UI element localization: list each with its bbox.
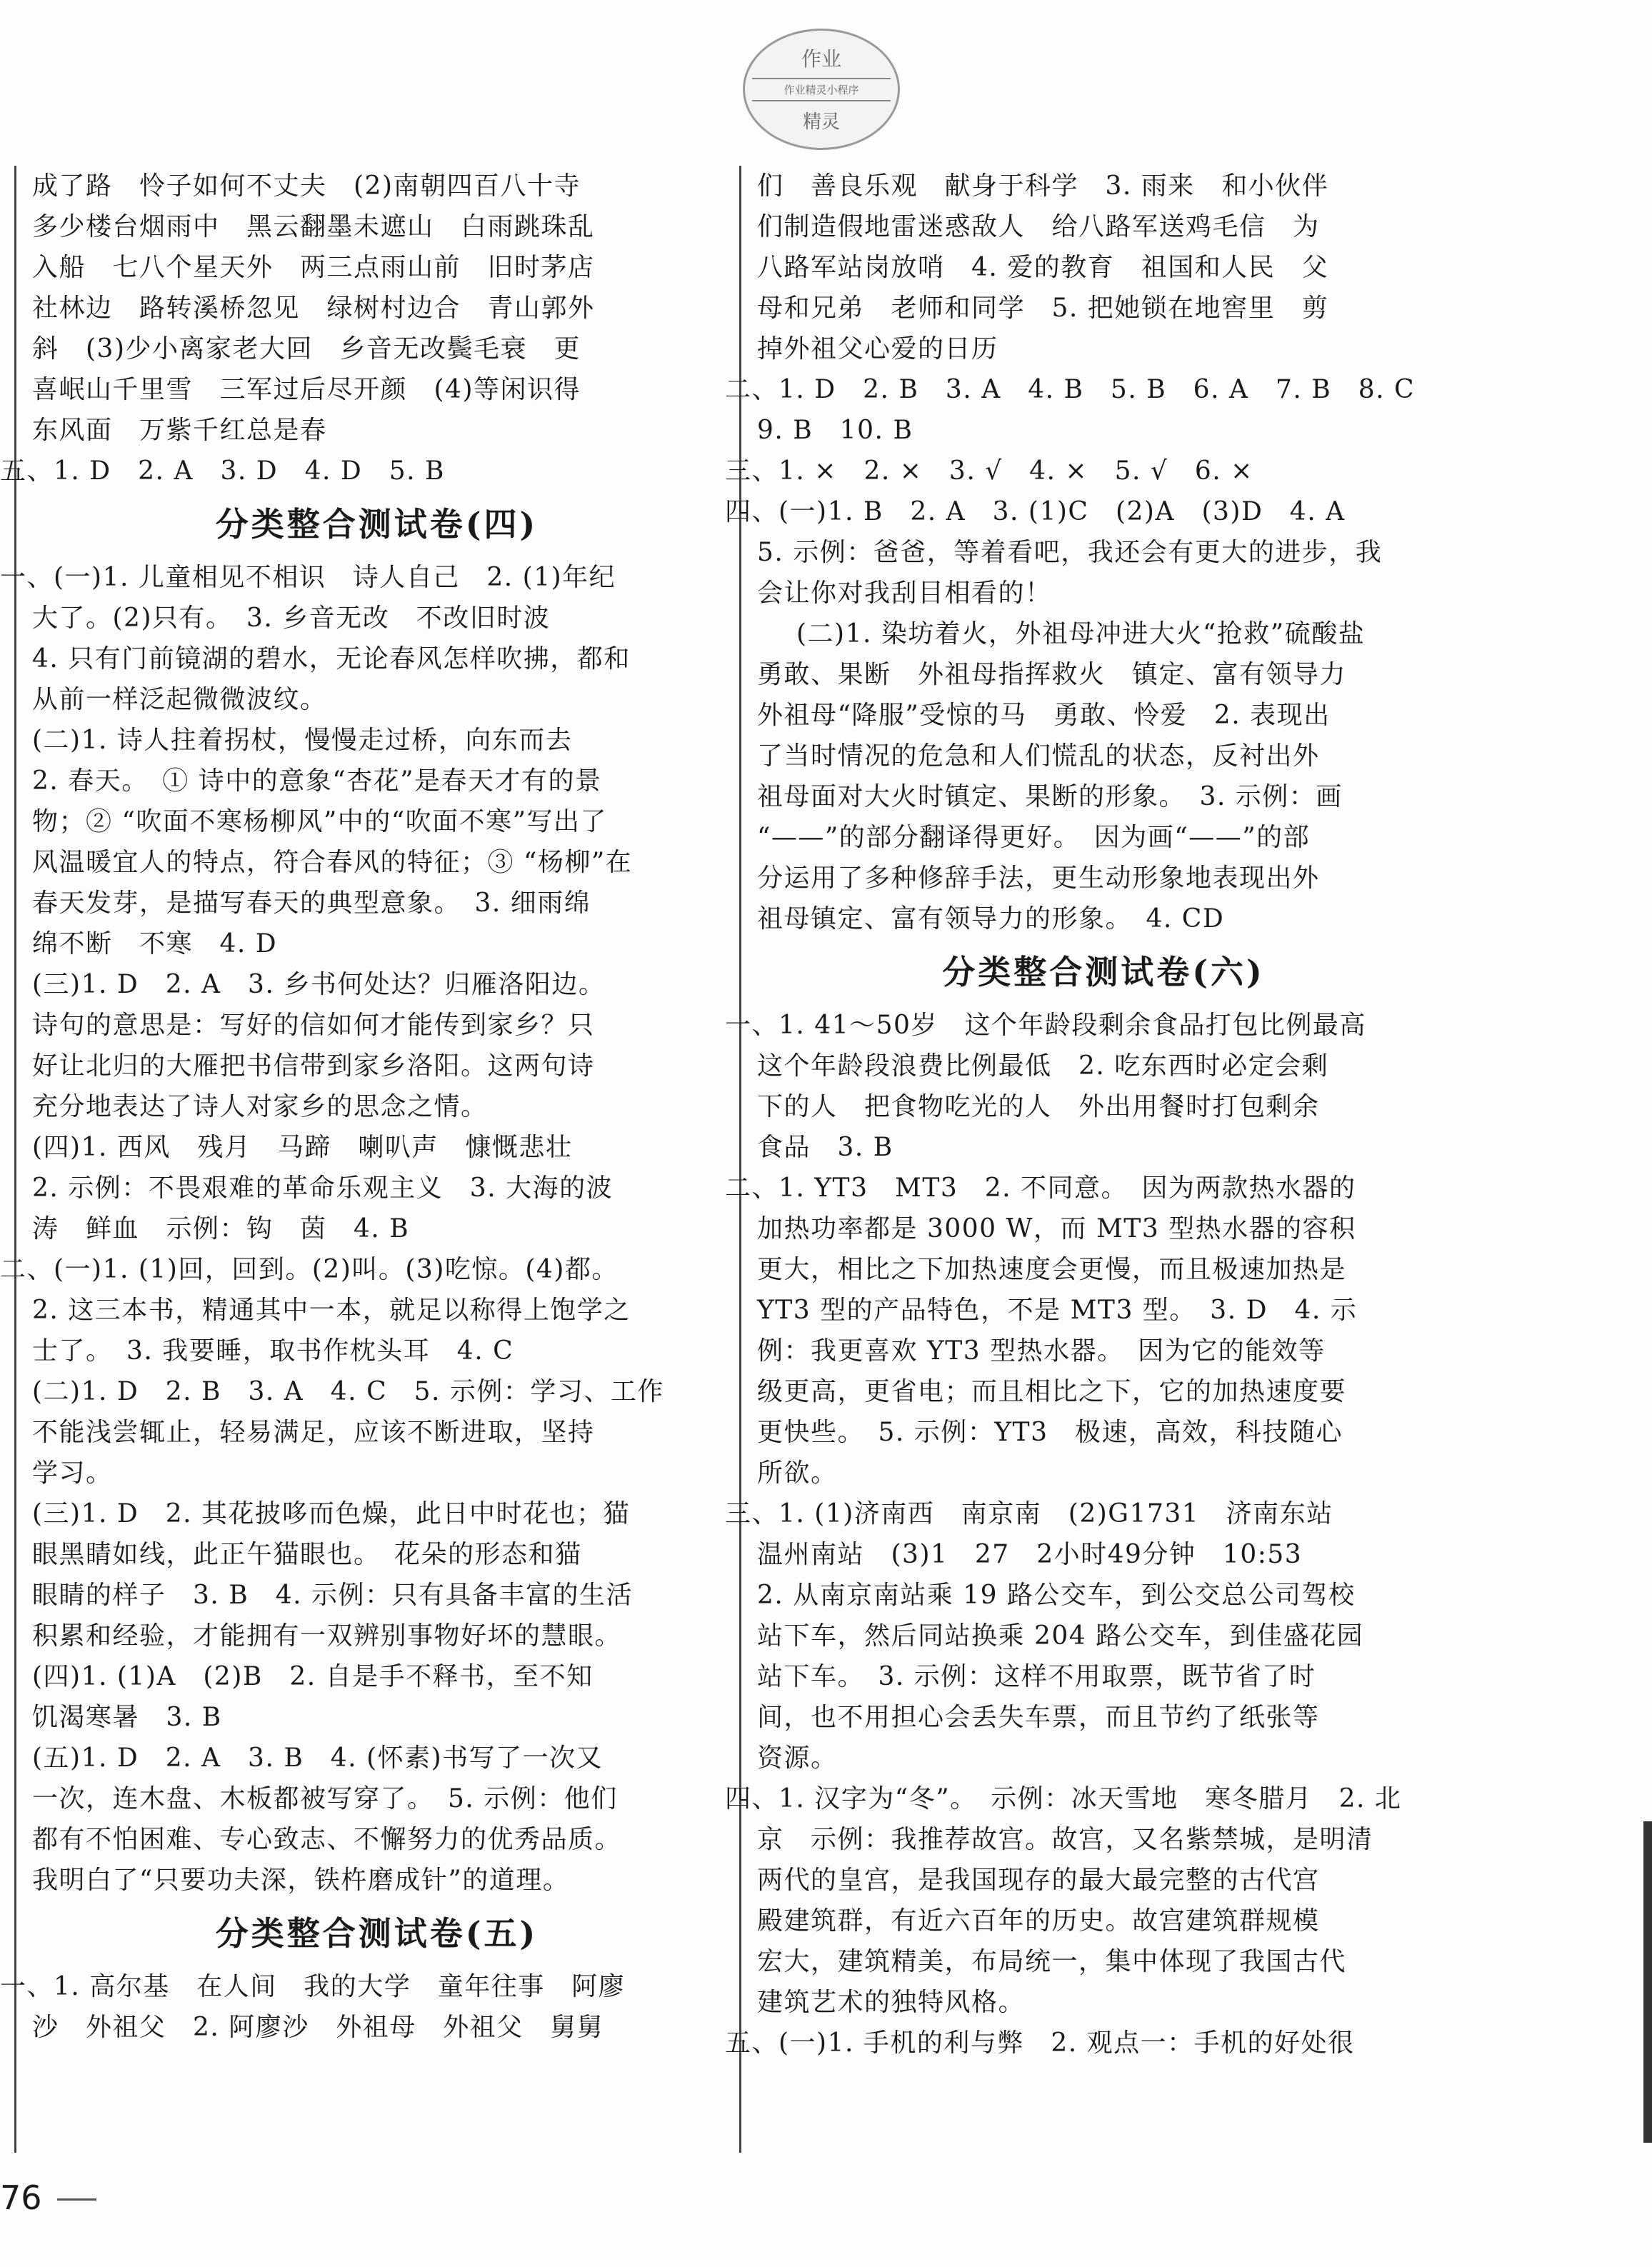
watermark-stamp [743,29,900,150]
answer-line: 诗句的意思是：写好的信如何才能传到家乡？只 [32,1011,595,1040]
answer-line: 所欲。 [757,1458,838,1488]
answer-line: 分运用了多种修辞手法，更生动形象地表现出外 [757,864,1320,893]
left-column [0,166,721,2048]
answer-line: 好让北归的大雁把书信带到家乡洛阳。这两句诗 [32,1051,595,1081]
answer-line: 2. 示例：不畏艰难的革命乐观主义 3. 大海的波 [32,1173,614,1203]
answer-line: 沙 外祖父 2. 阿廖沙 外祖母 外祖父 舅舅 [32,2013,604,2042]
answer-line: (五)1. D 2. A 3. B 4. (怀素)书写了一次又 [32,1743,604,1773]
answer-line: 不能浅尝辄止，轻易满足，应该不断进取，坚持 [32,1418,595,1447]
stamp-top-text: 作业 [801,47,841,71]
answer-line: 温州南站 (3)1 27 2小时49分钟 10:53 [757,1540,1303,1569]
answer-line: 2. 这三本书，精通其中一本，就足以称得上饱学之 [32,1296,631,1325]
stamp-middle-text: 作业精灵小程序 [752,78,891,101]
answer-line: 一次，连木盘、木板都被写穿了。 5. 示例：他们 [32,1784,618,1813]
answer-line: 二、1. YT3 MT3 2. 不同意。 因为两款热水器的 [725,1173,1356,1203]
answer-line: 加热功率都是 3000 W，而 MT3 型热水器的容积 [757,1214,1356,1243]
answer-line: 了当时情况的危急和人们慌乱的状态，反衬出外 [757,741,1320,771]
answer-line: (二)1. D 2. B 3. A 4. C 5. 示例：学习、工作 [32,1377,664,1406]
answer-line: 一、1. 高尔基 在人间 我的大学 童年往事 阿廖 [0,1972,626,2001]
answer-line: 们 善良乐观 献身于科学 3. 雨来 和小伙伴 [757,171,1329,201]
answer-line: 会让你对我刮目相看的！ [757,579,1052,608]
answer-line: 五、1. D 2. A 3. D 4. D 5. B [0,456,445,486]
page-number: 76 [0,2178,42,2217]
answer-line: (三)1. D 2. A 3. 乡书何处达？归雁洛阳边。 [32,970,606,999]
answer-line: 站下车。 3. 示例：这样不用取票，既节省了时 [757,1662,1316,1691]
answer-line: 都有不怕困难、专心致志、不懈努力的优秀品质。 [32,1825,622,1854]
answer-line: 成了路 怜子如何不丈夫 (2)南朝四百八十寺 [32,171,581,201]
answer-line: 社林边 路转溪桥忽见 绿树村边合 青山郭外 [32,294,595,323]
answer-line: 4. 只有门前镜湖的碧水，无论春风怎样吹拂，都和 [32,644,631,674]
answer-line: 建筑艺术的独特风格。 [757,1988,1026,2017]
answer-line: 三、1. (1)济南西 南京南 (2)G1731 济南东站 [725,1499,1333,1528]
answer-line: 5. 示例：爸爸，等着看吧，我还会有更大的进步，我 [757,538,1383,567]
answer-line: 宏大，建筑精美，布局统一，集中体现了我国古代 [757,1947,1347,1976]
answer-line: 饥渴寒暑 3. B [32,1703,222,1732]
answer-line: “——”的部分翻译得更好。 因为画“——”的部 [757,823,1311,852]
page-number-rule [57,2198,96,2201]
answer-line: 积累和经验，才能拥有一双辨别事物好坏的慧眼。 [32,1621,622,1651]
answer-line: (二)1. 染坊着火，外祖母冲进大火“抢救”硫酸盐 [796,619,1366,649]
answer-line: 风温暖宜人的特点，符合春风的特征；③ “杨柳”在 [32,848,633,877]
answer-line: 充分地表达了诗人对家乡的思念之情。 [32,1092,488,1121]
answer-line: 一、1. 41～50岁 这个年龄段剩余食品打包比例最高 [725,1011,1366,1040]
answer-line: 两代的皇宫，是我国现存的最大最完整的古代宫 [757,1866,1320,1895]
answer-line: 斜 (3)少小离家老大回 乡音无改鬓毛衰 更 [32,334,581,364]
section-title: 分类整合测试卷(四) [215,505,539,544]
answer-line: 2. 春天。 ① 诗中的意象“杏花”是春天才有的景 [32,766,602,796]
answer-line: 下的人 把食物吃光的人 外出用餐时打包剩余 [757,1092,1320,1121]
answer-line: 2. 从南京南站乘 19 路公交车，到公交总公司驾校 [757,1581,1356,1610]
scan-edge-shadow [1643,1821,1652,2143]
answer-line: 四、(一)1. B 2. A 3. (1)C (2)A (3)D 4. A [725,497,1346,526]
answer-line: 春天发芽，是描写春天的典型意象。 3. 细雨绵 [32,889,591,918]
answer-line: 勇敢、果断 外祖母指挥救火 镇定、富有领导力 [757,660,1347,689]
answer-line: 多少楼台烟雨中 黑云翻墨未遮山 白雨跳珠乱 [32,212,595,241]
answer-line: 眼睛的样子 3. B 4. 示例：只有具备丰富的生活 [32,1581,634,1610]
answer-line: (四)1. (1)A (2)B 2. 自是手不释书，至不知 [32,1662,594,1691]
answer-line: 京 示例：我推荐故宫。故宫，又名紫禁城，是明清 [757,1825,1373,1854]
stamp-bottom-text: 精灵 [802,111,840,133]
answer-line: 祖母面对大火时镇定、果断的形象。 3. 示例：画 [757,782,1343,811]
answer-line: 士了。 3. 我要睡，取书作枕头耳 4. C [32,1336,514,1366]
answer-line: 学习。 [32,1458,113,1488]
answer-line: 殿建筑群，有近六百年的历史。故宫建筑群规模 [757,1906,1320,1936]
answer-line: 掉外祖父心爱的日历 [757,334,998,364]
answer-line: 八路军站岗放哨 4. 爱的教育 祖国和人民 父 [757,253,1329,282]
answer-line: 这个年龄段浪费比例最低 2. 吃东西时必定会剩 [757,1051,1329,1081]
section-title: 分类整合测试卷(六) [942,953,1265,991]
answer-line: 母和兄弟 老师和同学 5. 把她锁在地窖里 剪 [757,294,1329,323]
answer-line: 喜岷山千里雪 三军过后尽开颜 (4)等闲识得 [32,375,581,404]
answer-line: 资源。 [757,1743,838,1773]
answer-line: 眼黑睛如线，此正午猫眼也。 花朵的形态和猫 [32,1540,582,1569]
answer-line: 东风面 万紫千红总是春 [32,416,327,445]
answer-line: 大了。(2)只有。 3. 乡音无改 不改旧时波 [32,604,551,633]
answer-line: 更快些。 5. 示例：YT3 极速，高效，科技随心 [757,1418,1343,1447]
answer-line: YT3 型的产品特色，不是 MT3 型。 3. D 4. 示 [757,1296,1358,1325]
answer-line: 间，也不用担心会丢失车票，而且节约了纸张等 [757,1703,1320,1732]
answer-line: 9. B 10. B [757,416,913,445]
answer-line: 入船 七八个星天外 两三点雨山前 旧时茅店 [32,253,595,282]
answer-line: (三)1. D 2. 其花披哆而色燥，此日中时花也；猫 [32,1499,631,1528]
answer-line: 我明白了“只要功夫深，铁杵磨成针”的道理。 [32,1866,570,1895]
answer-line: 五、(一)1. 手机的利与弊 2. 观点一：手机的好处很 [725,2028,1355,2058]
answer-line: 从前一样泛起微微波纹。 [32,685,327,714]
answer-line: (二)1. 诗人拄着拐杖，慢慢走过桥，向东而去 [32,726,573,755]
answer-line: 涛 鲜血 示例：钩 茵 4. B [32,1214,410,1243]
right-column [725,166,1450,2063]
answer-line: 四、1. 汉字为“冬”。 示例：冰天雪地 寒冬腊月 2. 北 [725,1784,1402,1813]
answer-line: 物；② “吹面不寒杨柳风”中的“吹面不寒”写出了 [32,807,608,836]
answer-line: 外祖母“降服”受惊的马 勇敢、怜爱 2. 表现出 [757,701,1331,730]
answer-line: (四)1. 西风 残月 马蹄 喇叭声 慷慨悲壮 [32,1133,573,1162]
answer-line: 级更高，更省电；而且相比之下，它的加热速度要 [757,1377,1347,1406]
answer-line: 二、(一)1. (1)回，回到。(2)叫。(3)吃惊。(4)都。 [0,1255,619,1284]
answer-line: 绵不断 不寒 4. D [32,929,278,959]
answer-line: 三、1. × 2. × 3. √ 4. × 5. √ 6. × [725,456,1253,486]
answer-line: 站下车，然后同站换乘 204 路公交车，到佳盛花园 [757,1621,1364,1651]
answer-line: 例：我更喜欢 YT3 型热水器。 因为它的能效等 [757,1336,1326,1366]
answer-line: 们制造假地雷迷惑敌人 给八路军送鸡毛信 为 [757,212,1320,241]
answer-line: 更大，相比之下加热速度会更慢，而且极速加热是 [757,1255,1347,1284]
answer-line: 二、1. D 2. B 3. A 4. B 5. B 6. A 7. B 8. C [725,375,1416,404]
answer-line: 祖母镇定、富有领导力的形象。 4. CD [757,904,1225,934]
section-title: 分类整合测试卷(五) [215,1914,539,1953]
answer-line: 食品 3. B [757,1133,893,1162]
answer-line: 一、(一)1. 儿童相见不相识 诗人自己 2. (1)年纪 [0,563,616,592]
